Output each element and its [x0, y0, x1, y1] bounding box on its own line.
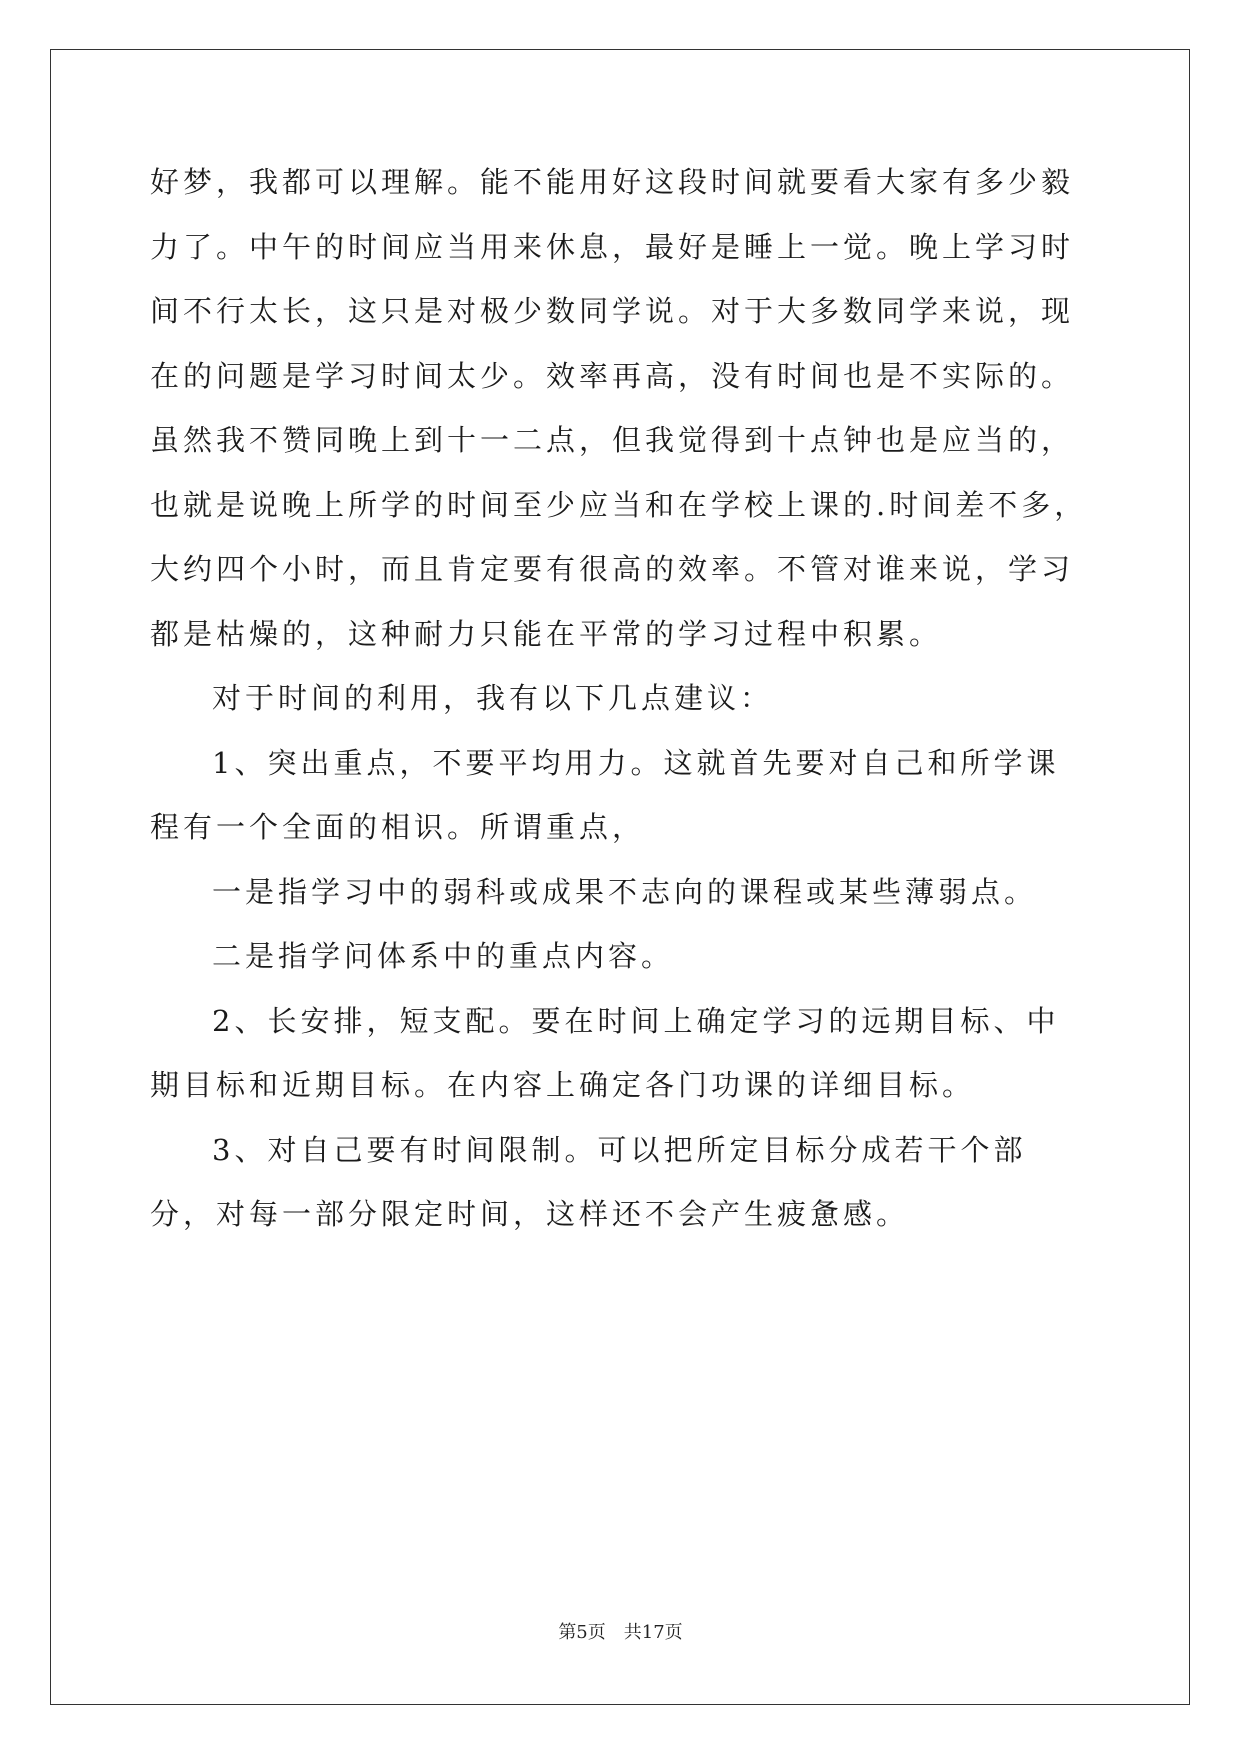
body-paragraph-4: 一是指学习中的弱科或成果不志向的课程或某些薄弱点。: [212, 874, 1038, 909]
body-paragraph-6: 2、长安排，短支配。要在时间上确定学习的远期目标、中期目标和近期目标。在内容上确定各门功课的详细目标。: [150, 1003, 1060, 1102]
body-paragraph-3: 1、突出重点，不要平均用力。这就首先要对自己和所学课程有一个全面的相识。所谓重点，: [150, 745, 1060, 844]
document-body: [150, 150, 1090, 1247]
body-paragraph-1: 好梦，我都可以理解。能不能用好这段时间就要看大家有多少毅力了。中午的时间应当用来休息，最好是睡上一觉。晚上学习时间不行太长，这只是对极少数同学说。对于大多数同学来说，现在的问题是学习时间太少。效率再高，没有时间也是不实际的。虽然我不赞同晚上到十一二点，但我觉得到十点钟也是应当的，也就是说晚上所学的时间至少应当和在学校上课的.时间差不多，大约四个小时，而且肯定要有很高的效率。不管对谁来说，学习都是枯燥的，这种耐力只能在平常的学习过程中积累。: [150, 165, 1088, 651]
body-paragraph-2: 对于时间的利用，我有以下几点建议：: [212, 681, 774, 715]
body-paragraph-7: 3、对自己要有时间限制。可以把所定目标分成若干个部分，对每一部分限定时间，这样还不会产生疲惫感。: [150, 1132, 1027, 1231]
page-footer: 第5页 共17页: [558, 1622, 683, 1643]
body-paragraph-5: 二是指学问体系中的重点内容。: [212, 939, 675, 973]
